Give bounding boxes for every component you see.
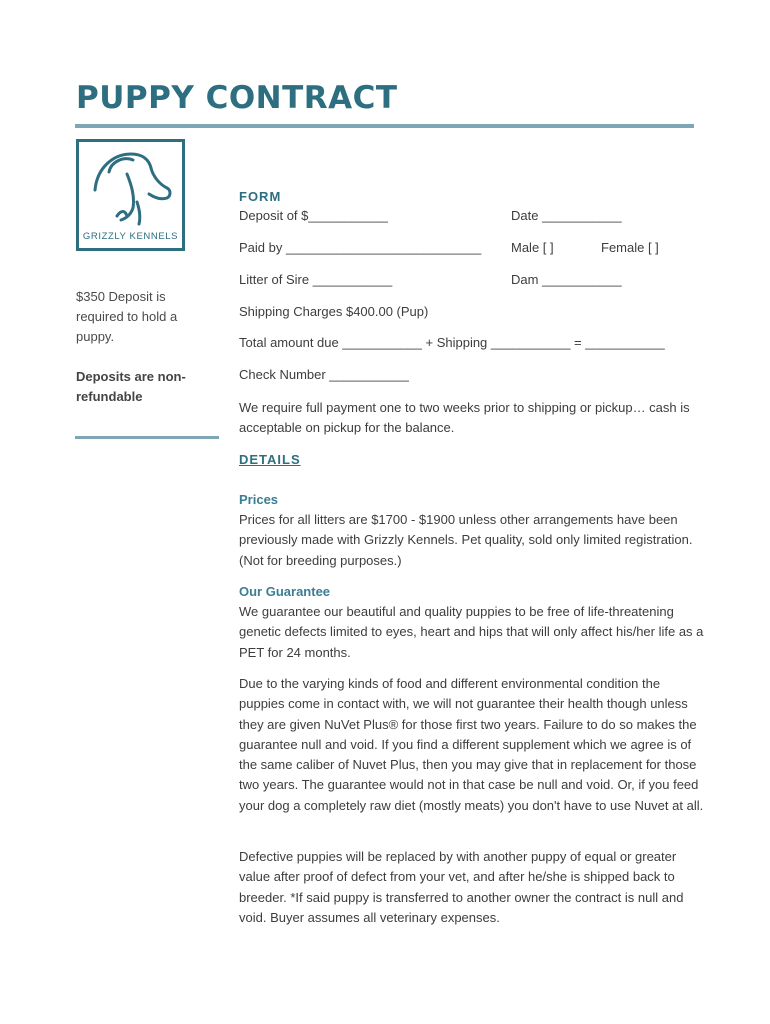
- deposit-note: $350 Deposit is required to hold a puppy.: [76, 289, 178, 344]
- logo-text: GRIZZLY KENNELS: [82, 231, 179, 242]
- sidebar-rule: [75, 436, 219, 439]
- deposit-field[interactable]: Deposit of $___________: [239, 208, 388, 223]
- guarantee-paragraph-3: Defective puppies will be replaced by with another puppy of equal or greater value after proof of defect from your vet, and after he/she is shipped back to breeder. *If said puppy is transferred to another owner the contract is null and void. Buyer assumes all veterinary expenses.: [239, 849, 684, 925]
- male-checkbox[interactable]: Male [ ]: [511, 240, 554, 255]
- guarantee-paragraph-1: We guarantee our beautiful and quality puppies to be free of life-threatening genetic defects limited to eyes, heart and hips that will only affect his/her life as a PET for 24 months.: [239, 604, 704, 660]
- dog-head-icon: [87, 146, 175, 228]
- grizzly-kennels-logo: [76, 139, 185, 251]
- litter-sire-field[interactable]: Litter of Sire ___________: [239, 272, 393, 287]
- guarantee-heading: Our Guarantee: [239, 584, 331, 599]
- guarantee-paragraph-2: Due to the varying kinds of food and different environmental condition the puppies come in contact with, we will not guarantee their health though unless they are given NuVet Plus® for those first two years. Failure to do so makes the guarantee null and void. If you find a different supplement which we agree is of the same caliber of Nuvet Plus, then you may give that in replacement for those two years. The guarantee would not in that case be null and void. Or, if you feed your dog a completely raw diet (mostly meats) you don't have to use Nuvet at all.: [239, 676, 704, 813]
- prices-text: Prices for all litters are $1700 - $1900 unless other arrangements have been previously made with Grizzly Kennels. Pet quality, sold only limited registration. (Not for breeding purposes.): [239, 512, 693, 568]
- dam-field[interactable]: Dam ___________: [511, 272, 622, 287]
- title-rule: [75, 124, 694, 128]
- total-due-field[interactable]: Total amount due ___________ + Shipping ___________ = ___________: [239, 335, 665, 350]
- prices-heading: Prices: [239, 492, 279, 507]
- date-field[interactable]: Date ___________: [511, 208, 622, 223]
- female-checkbox[interactable]: Female [ ]: [601, 240, 659, 255]
- payment-note: We require full payment one to two weeks prior to shipping or pickup… cash is acceptable on pickup for the balance.: [239, 400, 690, 436]
- paid-by-field[interactable]: Paid by ___________________________: [239, 240, 482, 255]
- details-heading: DETAILS: [239, 452, 301, 467]
- check-number-field[interactable]: Check Number ___________: [239, 367, 409, 382]
- deposit-warning: Deposits are non-refundable: [76, 369, 186, 404]
- shipping-charges: Shipping Charges $400.00 (Pup): [239, 304, 429, 319]
- page-title: PUPPY CONTRACT: [76, 80, 398, 116]
- form-heading: FORM: [239, 189, 282, 204]
